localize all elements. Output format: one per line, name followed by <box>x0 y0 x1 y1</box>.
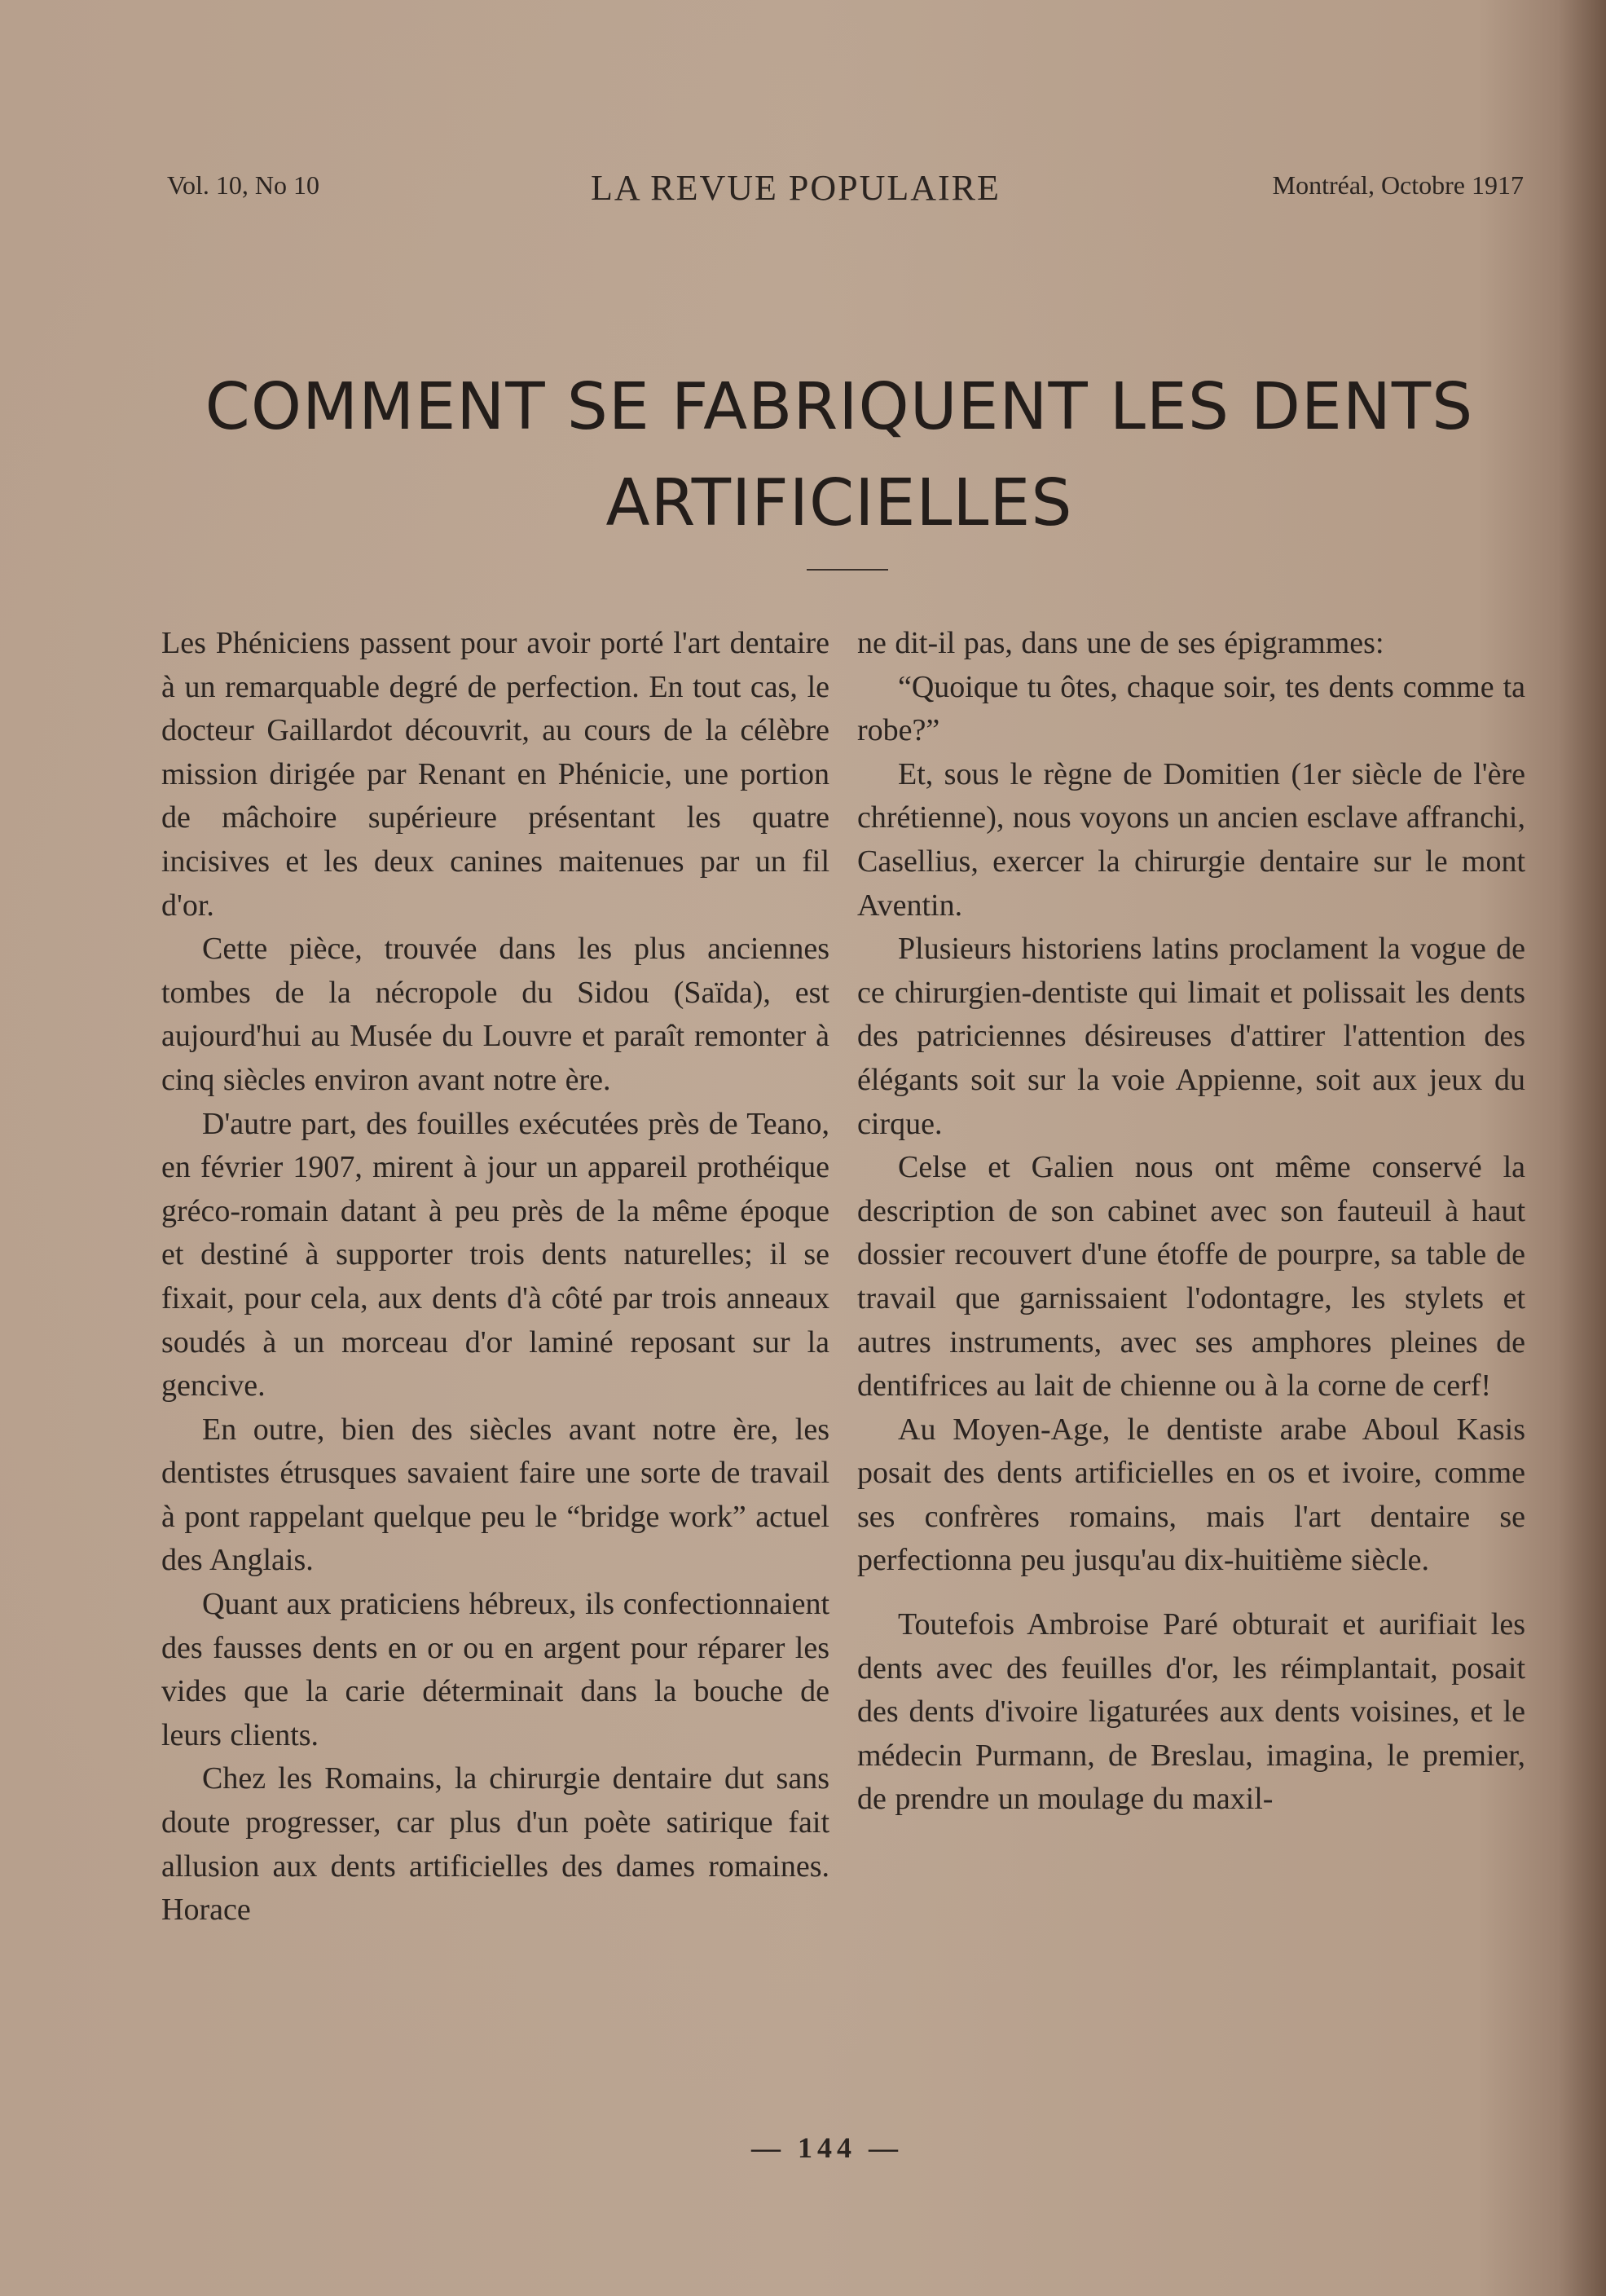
paragraph: Les Phéniciens passent pour avoir porté l'art dentaire à un remarquable degré de perfection. En tout cas, le docteur Gaillardot découvrit, au cours de la célèbre mission dirigée par Renant en Phénicie, une portion de mâchoire supérieure présentant les quatre incisives et les deux canines maitenues par un fil d'or. <box>161 626 829 923</box>
left-column <box>161 622 829 1932</box>
paragraph: ne dit-il pas, dans une de ses épigrammes: <box>857 626 1384 660</box>
title-divider <box>807 569 888 571</box>
paragraph: D'autre part, des fouilles exécutées près de Teano, en février 1907, mirent à jour un appareil prothéique gréco-romain datant à peu près de la même époque et destiné à supporter trois dents naturelles; il se fixait, pour cela, aux dents d'à côté par trois anneaux soudés à un morceau d'or laminé reposant sur la gencive. <box>161 1106 829 1404</box>
paragraph: Cette pièce, trouvée dans les plus anciennes tombes de la nécropole du Sidou (Saïda), est aujourd'hui au Musée du Louvre et paraît remonter à cinq siècles environ avant notre ère. <box>161 932 829 1097</box>
paragraph: Quant aux praticiens hébreux, ils confectionnaient des fausses dents en or ou en argent pour réparer les vides que la carie déterminait dans la bouche de leurs clients. <box>161 1587 829 1752</box>
paragraph: “Quoique tu ôtes, chaque soir, tes dents comme ta robe?” <box>857 669 1525 748</box>
journal-name: LA REVUE POPULAIRE <box>591 168 1001 208</box>
article-title <box>139 359 1540 551</box>
volume-number: Vol. 10, No 10 <box>167 170 319 200</box>
page-number: — 144 — <box>751 2131 903 2164</box>
paragraph: Toutefois Ambroise Paré obturait et aurifiait les dents avec des feuilles d'or, les réimplantait, posait des dents d'ivoire ligaturées aux dents voisines, et le médecin Purmann, de Breslau, imagina, le premier, de prendre un moulage du maxil- <box>857 1607 1525 1817</box>
paragraph: Celse et Galien nous ont même conservé la description de son cabinet avec son fauteuil à haut dossier recouvert d'une étoffe de pourpre, sa table de travail que garnissaient l'odontagre, les stylets et autres instruments, avec ses amphores pleines de dentifrices au lait de chienne ou à la corne de cerf! <box>857 1150 1525 1404</box>
paragraph: En outre, bien des siècles avant notre ère, les dentistes étrusques savaient faire une sorte de travail à pont rappelant quelque peu le “bridge work” actuel des Anglais. <box>161 1412 829 1578</box>
paragraph: Chez les Romains, la chirurgie dentaire dut sans doute progresser, car plus d'un poète satirique fait allusion aux dents artificielles des dames romaines. Horace <box>161 1761 829 1928</box>
paragraph: Au Moyen-Age, le dentiste arabe Aboul Kasis posait des dents artificielles en os et ivoire, comme ses confrères romains, mais l'art dentaire se perfectionna peu jusqu'au dix-huitième siècle. <box>857 1412 1525 1578</box>
paragraph: Plusieurs historiens latins proclament la vogue de ce chirurgien-dentiste qui limait et polissait les dents des patriciennes désireuses d'attirer l'attention des élégants soit sur la voie Appienne, soit aux jeux du cirque. <box>857 932 1525 1141</box>
article-title-line-1: COMMENT SE FABRIQUENT LES DENTS <box>205 369 1474 444</box>
right-column <box>857 622 1525 1822</box>
place-date: Montréal, Octobre 1917 <box>1272 170 1524 200</box>
article-title-line-2: ARTIFICIELLES <box>605 465 1073 540</box>
paragraph: Et, sous le règne de Domitien (1er siècle de l'ère chrétienne), nous voyons un ancien esclave affranchi, Casellius, exercer la chirurgie dentaire sur le mont Aventin. <box>857 756 1525 923</box>
running-header <box>167 167 1524 216</box>
